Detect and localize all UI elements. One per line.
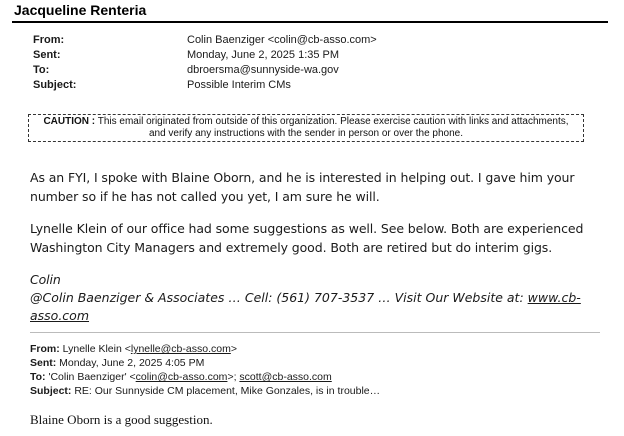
- body-paragraph-2: Lynelle Klein of our office had some suggestions as well. See below. Both are experienced Washington City Managers and extremely good. Both are retired but do interim gigs.: [30, 221, 584, 255]
- signature-name: Colin: [30, 272, 61, 287]
- header-sent-label: Sent:: [33, 49, 61, 61]
- forwarded-to-label: To:: [30, 371, 46, 383]
- caution-lead: CAUTION :: [43, 116, 96, 127]
- header-subject-label: Subject:: [33, 79, 77, 91]
- forwarded-to-name: 'Colin Baenziger' <: [45, 371, 136, 383]
- owner-divider: [12, 21, 608, 23]
- final-line: Blaine Oborn is a good suggestion.: [30, 412, 213, 427]
- forwarded-from-email-link[interactable]: lynelle@cb-asso.com: [130, 343, 231, 355]
- forwarded-to-row: [30, 371, 332, 383]
- signature-line: [30, 289, 610, 325]
- header-to-label: To:: [33, 64, 50, 76]
- forwarded-subject-value: RE: Our Sunnyside CM placement, Mike Gonzales, is in trouble…: [71, 385, 381, 397]
- forwarded-sent-row: [30, 357, 204, 369]
- forwarded-to-email-link-1[interactable]: colin@cb-asso.com: [135, 371, 228, 383]
- mailbox-owner-name: Jacqueline Renteria: [14, 2, 147, 18]
- caution-line2: and verify any instructions with the sender in person or over the phone.: [148, 128, 464, 139]
- signature-company-and-phone: @Colin Baenziger & Associates … Cell: (561) 707-3537 … Visit Our Website at:: [30, 290, 528, 305]
- forwarded-from-row: [30, 343, 237, 355]
- body-paragraph-1: As an FYI, I spoke with Blaine Oborn, and he is interested in helping out. I gave him your number so if he has not called you yet, I am sure he will.: [30, 170, 575, 204]
- header-from-value: Colin Baenziger <colin@cb-asso.com>: [187, 34, 377, 46]
- caution-line1: This email originated from outside of this organization. Please exercise caution with links and attachments,: [95, 116, 569, 127]
- forwarded-subject-row: [30, 385, 380, 397]
- header-from-label: From:: [33, 34, 65, 46]
- forwarded-from-name: Lynelle Klein <: [59, 343, 131, 355]
- signature-website-link[interactable]: www.cb-asso.com: [30, 290, 581, 323]
- forwarded-sent-value: Monday, June 2, 2025 4:05 PM: [56, 357, 205, 369]
- header-to-value: dbroersma@sunnyside-wa.gov: [187, 64, 339, 76]
- caution-banner: [28, 114, 584, 142]
- forwarded-from-close: >: [230, 343, 237, 355]
- forwarded-subject-label: Subject:: [30, 385, 72, 397]
- header-sent-value: Monday, June 2, 2025 1:35 PM: [187, 49, 340, 61]
- forwarded-to-email-link-2[interactable]: scott@cb-asso.com: [239, 371, 332, 383]
- header-subject-value: Possible Interim CMs: [187, 79, 291, 91]
- forwarded-sent-label: Sent:: [30, 357, 57, 369]
- signature-divider: [30, 332, 600, 333]
- forwarded-to-separator: >;: [227, 371, 240, 383]
- forwarded-from-label: From:: [30, 343, 60, 355]
